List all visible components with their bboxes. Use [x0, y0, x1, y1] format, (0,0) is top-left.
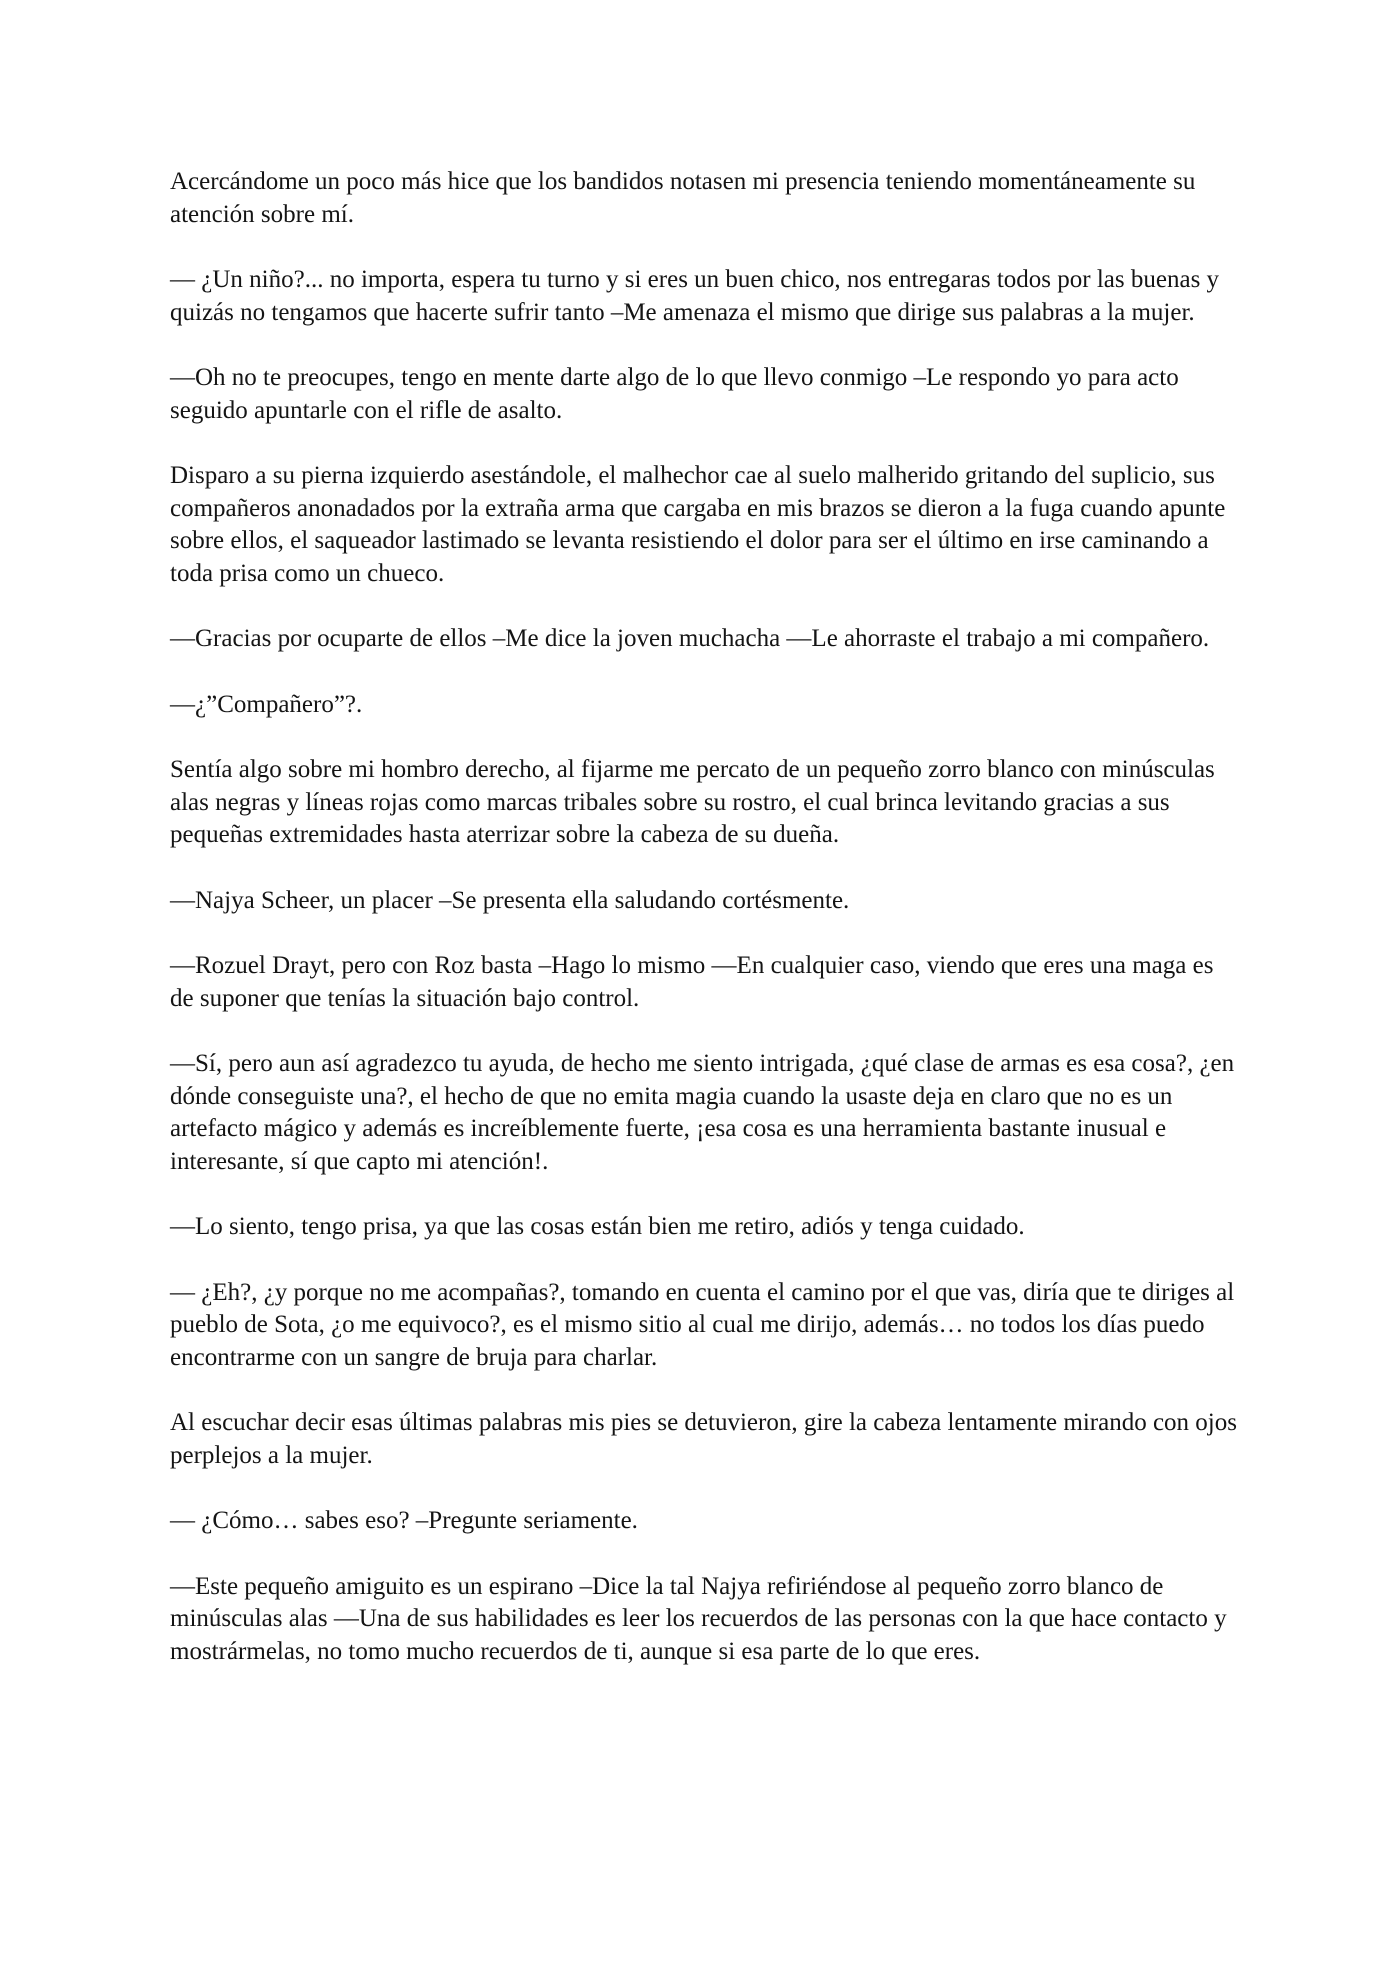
document-body [170, 166, 1240, 1701]
paragraph-13: Al escuchar decir esas últimas palabras mis pies se detuvieron, gire la cabeza lentamente mirando con ojos perplejos a la mujer. [170, 1409, 1237, 1469]
paragraph-10: —Sí, pero aun así agradezco tu ayuda, de hecho me siento intrigada, ¿qué clase de armas es esa cosa?, ¿en dónde conseguiste una?, el hecho de que no emita magia cuando la usaste deja en claro que no es un artefacto mágico y además es increíblemente fuerte, ¡esa cosa es una herramienta bastante inusual e interesante, sí que capto mi atención!. [170, 1050, 1235, 1175]
paragraph-6: —¿”Compañero”?. [170, 690, 363, 718]
paragraph-12: — ¿Eh?, ¿y porque no me acompañas?, tomando en cuenta el camino por el que vas, diría que te diriges al pueblo de Sota, ¿o me equivoco?, es el mismo sitio al cual me dirijo, además… no todos los días puedo encontrarme con un sangre de bruja para charlar. [170, 1278, 1235, 1371]
paragraph-5: —Gracias por ocuparte de ellos –Me dice la joven muchacha —Le ahorraste el trabajo a mi compañero. [170, 625, 1210, 652]
paragraph-14: — ¿Cómo… sabes eso? –Pregunte seriamente. [170, 1507, 638, 1534]
paragraph-7: Sentía algo sobre mi hombro derecho, al fijarme me percato de un pequeño zorro blanco con minúsculas alas negras y líneas rojas como marcas tribales sobre su rostro, el cual brinca levitando gracias a sus pequeñas extremidades hasta aterrizar sobre la cabeza de su dueña. [170, 756, 1215, 848]
paragraph-9: —Rozuel Drayt, pero con Roz basta –Hago lo mismo —En cualquier caso, viendo que eres una maga es de suponer que tenías la situación bajo control. [170, 952, 1214, 1012]
paragraph-3: —Oh no te preocupes, tengo en mente darte algo de lo que llevo conmigo –Le respondo yo para acto seguido apuntarle con el rifle de asalto. [170, 364, 1179, 424]
paragraph-4: Disparo a su pierna izquierdo asestándole, el malhechor cae al suelo malherido gritando del suplicio, sus compañeros anonadados por la extraña arma que cargaba en mis brazos se dieron a la fuga cuando apunte sobre ellos, el saqueador lastimado se levanta resistiendo el dolor para ser el último en irse caminando a toda prisa como un chueco. [170, 462, 1226, 587]
paragraph-2: — ¿Un niño?... no importa, espera tu turno y si eres un buen chico, nos entregaras todos por las buenas y quizás no tengamos que hacerte sufrir tanto –Me amenaza el mismo que dirige sus palabras a la mujer. [170, 266, 1220, 326]
paragraph-1: Acercándome un poco más hice que los bandidos notasen mi presencia teniendo momentáneamente su atención sobre mí. [170, 168, 1196, 228]
paragraph-15: —Este pequeño amiguito es un espirano –Dice la tal Najya refiriéndose al pequeño zorro blanco de minúsculas alas —Una de sus habilidades es leer los recuerdos de las personas con la que hace contacto y mostrármelas, no tomo mucho recuerdos de ti, aunque si esa parte de lo que eres. [170, 1572, 1227, 1665]
paragraph-11: —Lo siento, tengo prisa, ya que las cosas están bien me retiro, adiós y tenga cuidado. [170, 1213, 1025, 1240]
paragraph-8: —Najya Scheer, un placer –Se presenta ella saludando cortésmente. [170, 886, 850, 914]
